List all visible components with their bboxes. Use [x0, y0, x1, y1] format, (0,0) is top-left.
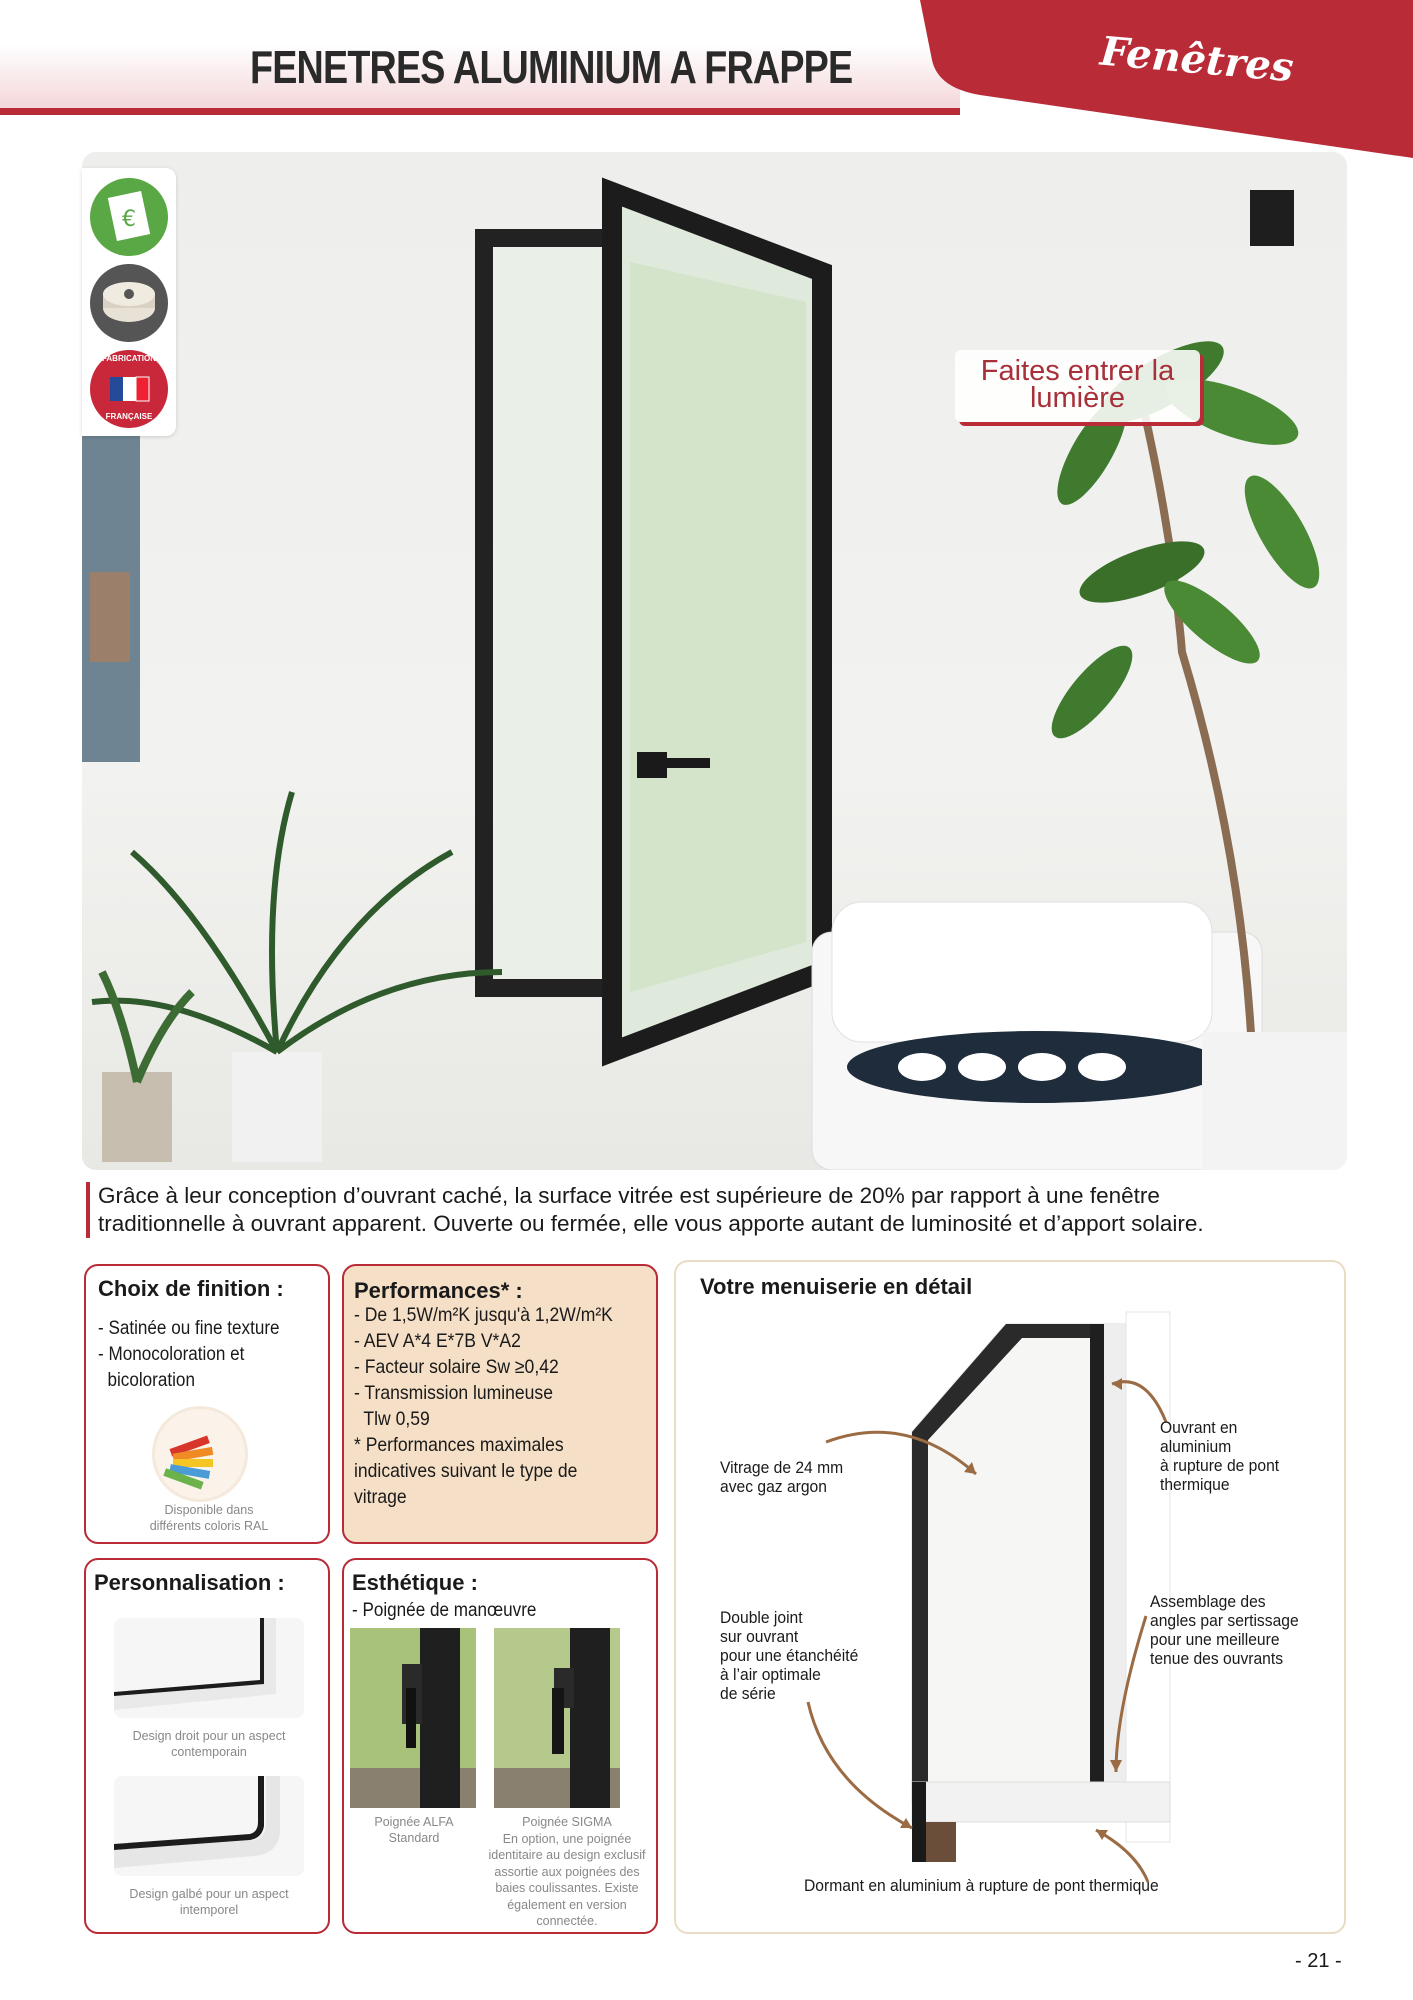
- label-line: sur ouvrant: [720, 1627, 799, 1646]
- svg-text:€: €: [122, 207, 136, 232]
- label-line: Double joint: [720, 1608, 803, 1627]
- intro-line-1: Grâce à leur conception d’ouvrant caché, la surface vitrée est supérieure de 20% par rapport à une fenêtre: [98, 1183, 1160, 1208]
- caption-line: Poignée ALFA: [374, 1815, 454, 1829]
- label-line: aluminium: [1160, 1437, 1232, 1456]
- caption-line: connectée.: [536, 1914, 598, 1928]
- label-line: tenue des ouvrants: [1150, 1649, 1284, 1668]
- performances-item: - AEV A*4 E*7B V*A2: [354, 1330, 521, 1352]
- hero-callout: Faites entrer la lumière: [955, 350, 1200, 422]
- straight-design-image: [114, 1618, 304, 1718]
- esthetique-title: Esthétique :: [352, 1570, 478, 1595]
- label-line: de série: [720, 1684, 776, 1703]
- label-line: angles par sertissage: [1150, 1611, 1299, 1630]
- performances-item: - Transmission lumineuse: [354, 1382, 553, 1404]
- esthetique-box: [342, 1558, 658, 1934]
- caption-line: assortie aux poignées des: [494, 1864, 640, 1879]
- performances-item: - Facteur solaire Sw ≥0,42: [354, 1356, 559, 1378]
- caption-line: baies coulissantes. Existe: [495, 1881, 639, 1895]
- badge-column: [82, 168, 176, 436]
- curved-design-image: [114, 1776, 304, 1876]
- finition-caption: [86, 1502, 332, 1534]
- potted-plant-left: [92, 792, 502, 1162]
- straight-design-caption: [86, 1728, 332, 1760]
- color-swatch-icon: [152, 1406, 248, 1502]
- intro-paragraph: [86, 1182, 1346, 1238]
- caption-line: Design droit pour un aspect: [132, 1729, 286, 1743]
- page-header: [0, 0, 1413, 120]
- finition-item: - Satinée ou fine texture: [98, 1318, 280, 1339]
- hero-photo: [82, 152, 1347, 1170]
- detail-title: Votre menuiserie en détail: [700, 1274, 973, 1299]
- label-line: thermique: [1160, 1475, 1230, 1494]
- caption-line: intemporel: [179, 1903, 239, 1917]
- window-handle: [650, 758, 710, 768]
- performances-item: Tlw 0,59: [354, 1408, 430, 1430]
- label-line: à l’air optimale: [720, 1665, 821, 1684]
- measure-badge-icon: [90, 264, 168, 342]
- alfa-caption: [344, 1814, 484, 1846]
- performances-list: [354, 1302, 613, 1510]
- personnalisation-title: Personnalisation :: [94, 1570, 285, 1595]
- esthetique-subtitle: - Poignée de manœuvre: [352, 1600, 537, 1621]
- finition-item: bicoloration: [98, 1370, 195, 1391]
- page-number: - 21 -: [1295, 1950, 1342, 1972]
- label-line: Ouvrant en: [1160, 1418, 1238, 1437]
- caption-line: Design galbé pour un aspect: [129, 1887, 289, 1901]
- caption-line: contemporain: [171, 1745, 247, 1759]
- label-line: Assemblage des: [1150, 1592, 1266, 1611]
- label-line: pour une étanchéité: [720, 1646, 859, 1665]
- alfa-handle-image: [350, 1628, 476, 1808]
- performances-box: [342, 1264, 658, 1544]
- vitrage-label: [720, 1458, 843, 1496]
- page-title: FENETRES ALUMINIUM A FRAPPE: [250, 41, 853, 93]
- finition-caption-line: différents coloris RAL: [149, 1519, 269, 1533]
- performances-item: vitrage: [354, 1486, 407, 1508]
- window-sash: [612, 192, 822, 1052]
- price-badge-icon: [90, 178, 168, 256]
- caption-line: également en version: [507, 1897, 627, 1912]
- caption-line: identitaire au design exclusif: [488, 1848, 646, 1862]
- caption-line: Standard: [388, 1831, 440, 1845]
- wall-speaker: [1250, 190, 1294, 246]
- assemblage-label: [1150, 1592, 1299, 1668]
- detail-box: [674, 1260, 1346, 1934]
- finition-item: - Monocoloration et: [98, 1344, 245, 1365]
- finition-caption-line: Disponible dans: [164, 1503, 254, 1517]
- personnalisation-box: [84, 1558, 330, 1934]
- performances-title: Performances* :: [354, 1278, 523, 1303]
- curved-design-caption: [86, 1886, 332, 1918]
- performances-item: indicatives suivant le type de: [354, 1460, 578, 1482]
- label-line: pour une meilleure: [1150, 1630, 1280, 1649]
- badge-fr-bottom-text: FRANÇAISE: [105, 412, 153, 421]
- label-line: avec gaz argon: [720, 1477, 827, 1496]
- badge-fr-top-text: FABRICATION: [101, 354, 157, 363]
- finition-list: [98, 1316, 280, 1394]
- sigma-caption: [472, 1814, 662, 1930]
- caption-line: En option, une poignée: [502, 1831, 632, 1846]
- armchair: [812, 902, 1262, 1170]
- sigma-handle-image: [494, 1628, 620, 1808]
- finition-title: Choix de finition :: [98, 1276, 284, 1301]
- joint-label: [720, 1608, 858, 1703]
- finition-box: [84, 1264, 330, 1544]
- label-line: Vitrage de 24 mm: [720, 1458, 844, 1477]
- label-line: à rupture de pont: [1160, 1456, 1280, 1475]
- caption-line: Poignée SIGMA: [522, 1815, 612, 1829]
- performances-item: * Performances maximales: [354, 1434, 564, 1456]
- dormant-label: Dormant en aluminium à rupture de pont thermique: [804, 1876, 1159, 1895]
- ouvrant-label: [1160, 1418, 1279, 1494]
- intro-line-2: traditionnelle à ouvrant apparent. Ouverte ou fermée, elle vous apporte autant de luminosité et d’apport solaire.: [98, 1211, 1204, 1236]
- header-underline: [0, 108, 960, 115]
- category-label: Fenêtres: [1098, 27, 1296, 92]
- room-illustration: [82, 152, 1347, 1170]
- performances-item: - De 1,5W/m²K jusqu'à 1,2W/m²K: [354, 1304, 613, 1326]
- made-in-france-badge-icon: [90, 350, 168, 428]
